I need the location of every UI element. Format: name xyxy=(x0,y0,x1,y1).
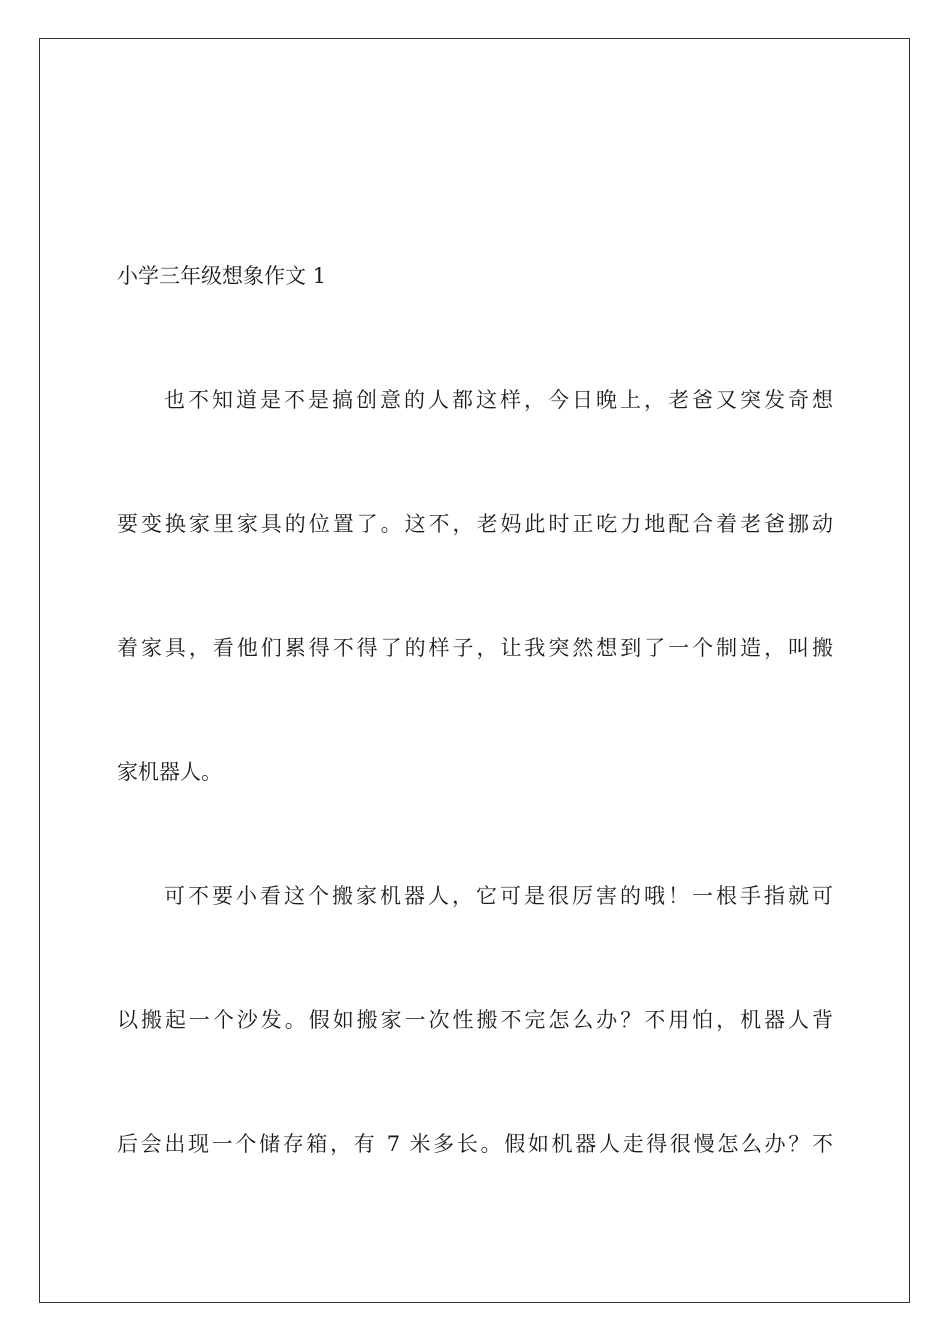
page-border xyxy=(39,38,910,1303)
paragraph-1-line-3: 着家具，看他们累得不得了的样子，让我突然想到了一个制造，叫搬 xyxy=(117,636,833,660)
paragraph-1-line-4: 家机器人。 xyxy=(117,760,222,784)
paragraph-1-line-2: 要变换家里家具的位置了。这不，老妈此时正吃力地配合着老爸挪动 xyxy=(117,512,833,536)
paragraph-2-line-3: 后会出现一个储存箱，有 7 米多长。假如机器人走得很慢怎么办？不 xyxy=(117,1132,833,1156)
paragraph-2-line-1: 可不要小看这个搬家机器人，它可是很厉害的哦！一根手指就可 xyxy=(164,884,833,908)
document-title: 小学三年级想象作文 1 xyxy=(117,264,327,288)
paragraph-2-line-2: 以搬起一个沙发。假如搬家一次性搬不完怎么办？不用怕，机器人背 xyxy=(117,1008,833,1032)
paragraph-1-line-1: 也不知道是不是搞创意的人都这样，今日晚上，老爸又突发奇想 xyxy=(164,388,833,412)
